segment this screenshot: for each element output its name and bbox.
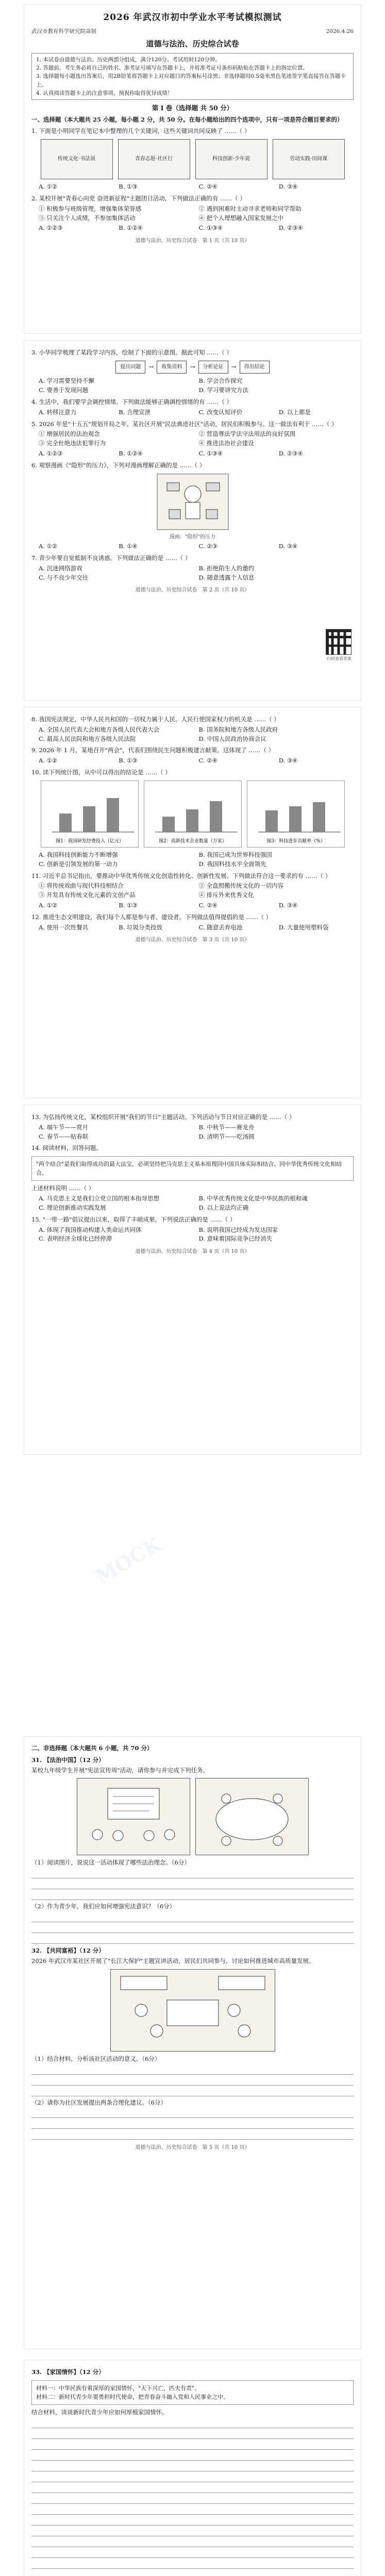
exam-title: 2026 年武汉市初中学业水平考试模拟测试 xyxy=(103,12,282,23)
option-a: A. 马克思主义是我们立党立国的根本指导思想 xyxy=(39,1195,160,1202)
option-d: D. 中国人民政治协商会议 xyxy=(198,735,266,742)
statements xyxy=(39,430,354,448)
exam-page-1 xyxy=(24,4,361,334)
meta-row xyxy=(31,27,354,36)
option-b: B. 垃圾分类投放 xyxy=(119,923,163,931)
option-c: C. 最高人民法院和地方各级人民法院 xyxy=(39,735,136,742)
statement: ② 全盘照搬传统文化的一切内容 xyxy=(198,882,284,890)
answer-area[interactable] xyxy=(31,2066,354,2096)
question-stem: 12. 推进生态文明建设，我们每个人都是参与者、建设者。下列做法值得提倡的是 ……（ ） xyxy=(31,913,272,921)
chart-1 xyxy=(41,781,139,848)
question-stem: 4. 生活中，我们要学会调控情绪。下列做法能够正确调控情绪的有 ……（ ） xyxy=(31,398,232,405)
qr-code-icon[interactable] xyxy=(326,629,351,655)
question-text: 某校九年级学生开展"宪法宣传周"活动，请你参与并完成下列任务。 xyxy=(31,1766,209,1774)
question-13 xyxy=(31,1113,354,1141)
option-a: A. ①② xyxy=(39,543,58,550)
option-b: B. 学会合作探究 xyxy=(198,377,243,385)
paper-title: 道德与法治、历史综合试卷 xyxy=(146,39,239,48)
part-title: 第 I 卷（选择题 共 50 分） xyxy=(152,104,233,112)
option-a: A. 使用一次性餐具 xyxy=(39,923,89,931)
bar xyxy=(210,801,222,832)
option-c: C. ①③④ xyxy=(198,450,223,457)
answer-area[interactable] xyxy=(31,2109,354,2140)
cartoon-caption: 漫画："隐形"的压力 xyxy=(169,534,216,540)
options xyxy=(39,756,354,766)
options xyxy=(39,1194,354,1213)
option-c: C. 随意丢弃电池 xyxy=(198,923,243,931)
option-a: A. ①②③ xyxy=(39,224,63,232)
option-d: D. 意味着国际竞争已经消失 xyxy=(198,1235,273,1243)
watermark: MOCK xyxy=(91,1532,165,1588)
option-d: D. 清明节——吃汤圆 xyxy=(198,1132,255,1140)
question-text: 2026 年武汉市某社区开展了"长江大保护"主题宣讲活动，居民们共同参与，讨论如何推进城市高质量发展。 xyxy=(31,1957,315,1964)
question-2 xyxy=(31,194,354,233)
material-box: "两个结合"是我们取得成功的最大法宝。必须坚持把马克思主义基本原理同中国具体实际相结合、同中华优秀传统文化相结合。 xyxy=(31,1156,354,1181)
question-stem: 11. 习近平总书记指出，要推动中华优秀传统文化创造性转化、创新性发展。下列做法符合这一要求的有 ……（ ） xyxy=(31,872,331,879)
question-15 xyxy=(31,1215,354,1244)
flow-diagram xyxy=(31,361,354,374)
question-31 xyxy=(31,1756,354,1944)
option-a: A. 学习需要坚持不懈 xyxy=(39,377,94,385)
option-b: B. 合理宣泄 xyxy=(119,408,151,416)
statement: ③ 只关注个人成绩，不参加集体活动 xyxy=(39,214,136,222)
chart-2 xyxy=(144,781,242,848)
option-d: D. 我国科技水平全面领先 xyxy=(198,860,266,868)
picture-3: 科技创新·少年说 xyxy=(195,139,267,179)
option-d: D. ③④ xyxy=(278,757,298,765)
options xyxy=(39,725,354,744)
option-b: B. 我国已成为世界科技强国 xyxy=(198,851,272,858)
flow-step: 得出结论 xyxy=(240,361,270,374)
option-c: C. 表明经济全球化已经停滞 xyxy=(39,1235,112,1243)
answer-area[interactable] xyxy=(31,1913,354,1944)
option-a: A. 体现了我国推动构建人类命运共同体 xyxy=(39,1226,142,1233)
question-3 xyxy=(31,348,354,395)
question-ask: （2）作为青少年，我们应如何增强宪法意识？（6分） xyxy=(31,1903,176,1910)
question-stem: 1. 下面是小明同学在笔记本中整理的几个关键词，这些关键词共同反映了 ……（ ） xyxy=(31,127,250,135)
statement: ② 遇到困难时主动寻求老师和同学帮助 xyxy=(198,205,302,212)
cartoon-image xyxy=(157,473,229,530)
option-b: B. 国务院和地方各级人民政府 xyxy=(198,725,278,733)
option-a: A. 转移注意力 xyxy=(39,408,77,416)
option-c: C. ②④ xyxy=(198,183,217,191)
exam-page-4 xyxy=(24,1105,361,1455)
options xyxy=(39,449,354,459)
statement: ① 积极参与班级管理，增强集体荣誉感 xyxy=(39,205,142,212)
question-ask: 结合材料，谈谈新时代青少年应如何厚植家国情怀。 xyxy=(31,2408,168,2416)
option-b: B. ①③ xyxy=(119,757,138,765)
question-4 xyxy=(31,398,354,417)
picture-2: 青春志愿·社区行 xyxy=(118,139,190,179)
option-b: B. ①③ xyxy=(119,901,138,909)
option-d: D. 以上说法均正确 xyxy=(198,1204,249,1211)
statement: ④ 排斥外来优秀文化 xyxy=(198,891,254,899)
bar xyxy=(289,806,302,832)
option-c: C. 要善于发现问题 xyxy=(39,386,89,394)
option-a: A. 全国人民代表大会和地方各级人民代表大会 xyxy=(39,725,160,733)
question-stem: 8. 我国宪法规定，中华人民共和国的一切权力属于人民。人民行使国家权力的机关是 ……（ ） xyxy=(31,716,280,723)
bar xyxy=(162,817,175,832)
bar xyxy=(186,809,198,832)
chart-title: 图1：我国研发经费投入（亿元） xyxy=(55,838,124,844)
notice-item: 3. 选择题每小题选出答案后，用2B铅笔将答题卡上对应题目的答案标号涂黑；非选择题用0.5毫米黑色笔迹签字笔直接答在答题卡上。 xyxy=(36,73,346,88)
material-line: 材料一：中华民族有着深厚的家国情怀，"天下兴亡，匹夫有责"。 xyxy=(36,2384,200,2392)
notice-item: 4. 认真阅读答题卡上的注意事项。预祝你取得优异成绩！ xyxy=(36,90,173,96)
option-c: C. 创新是引领发展的第一动力 xyxy=(39,860,118,868)
option-d: D. 随意透露个人信息 xyxy=(198,573,255,581)
question-stem: 13. 为弘扬传统文化，某校组织开展"我们的节日"主题活动。下列活动与节日对应正确的是 ……（ ） xyxy=(31,1113,295,1121)
statement: ④ 推进法治社会建设 xyxy=(198,439,254,447)
activity-picture xyxy=(195,1778,309,1855)
question-head: 32. 【共同富裕】（12 分） xyxy=(31,1947,105,1955)
option-a: A. 沉迷网络游戏 xyxy=(39,564,82,572)
option-d: D. ②③④ xyxy=(278,224,303,232)
question-8 xyxy=(31,715,354,743)
notice-box xyxy=(31,53,354,100)
cartoon-row xyxy=(31,473,354,530)
question-head: 31. 【法治中国】（12 分） xyxy=(31,1756,105,1764)
option-c: C. ②④ xyxy=(198,757,217,765)
option-d: D. 大量使用塑料袋 xyxy=(278,923,329,931)
options xyxy=(39,923,354,933)
options xyxy=(39,1226,354,1244)
activity-picture xyxy=(77,1778,190,1855)
bar xyxy=(83,806,95,832)
page-footer: 道德与法治、历史综合试卷 第 5 页（共 10 页） xyxy=(135,2145,250,2151)
option-b: B. ①②④ xyxy=(119,224,143,232)
flow-step: 分析论证 xyxy=(198,361,228,374)
answer-area[interactable] xyxy=(31,1870,354,1900)
exam-page-6 xyxy=(24,2360,361,2576)
question-head: 33. 【家国情怀】（12 分） xyxy=(31,2368,105,2376)
option-a: A. ①② xyxy=(39,183,58,191)
option-c: C. 与不良少年交往 xyxy=(39,573,89,581)
picture-row xyxy=(31,139,354,179)
option-b: B. 中秋节——赛龙舟 xyxy=(198,1123,255,1131)
question-7 xyxy=(31,554,354,582)
statement: ③ 开发具有传统文化元素的文创产品 xyxy=(39,891,136,899)
picture-4: 劳动实践·田间课 xyxy=(273,139,345,179)
question-ask: （1）结合材料，分析该社区活动的意义。（6分） xyxy=(31,2055,161,2062)
question-stem: 15. "一带一路"倡议提出以来，取得了丰硕成果。下列说法正确的是 ……（ ） xyxy=(31,1215,236,1223)
statement: ② 营造尊法学法守法用法的良好氛围 xyxy=(198,430,296,438)
question-32 xyxy=(31,1946,354,2140)
option-c: C. ②④ xyxy=(198,901,217,909)
bar xyxy=(265,810,278,832)
question-stem: 2. 某校开展"青春心向党 奋进新征程"主题团日活动，下列做法正确的有 ……（ ） xyxy=(31,195,246,202)
arrow-right-icon: → xyxy=(148,363,154,371)
option-a: A. ①②③ xyxy=(39,450,63,457)
question-10 xyxy=(31,768,354,869)
exam-page-3 xyxy=(24,707,361,1098)
option-d: D. ③④ xyxy=(278,543,298,550)
option-b: B. 中华优秀传统文化是中华民族的根和魂 xyxy=(198,1195,308,1202)
notice-item: 1. 本试卷由道德与法治、历史两部分组成，满分120分。考试用时120分钟。 xyxy=(36,56,221,63)
page-footer: 道德与法治、历史综合试卷 第 2 页（共 10 页） xyxy=(135,587,250,594)
options xyxy=(39,408,354,417)
chart-title: 图3：科技进步贡献率（%） xyxy=(266,838,325,844)
material-box xyxy=(31,2380,354,2405)
question-stem: 7. 青少年要自觉抵制不良诱惑。下列做法正确的是 ……（ ） xyxy=(31,554,191,562)
option-b: B. 说明我国已经成为发达国家 xyxy=(198,1226,278,1233)
exam-page-5 xyxy=(24,1736,361,2349)
bar xyxy=(313,802,325,832)
community-picture xyxy=(110,1969,275,2052)
option-c: C. ①③④ xyxy=(198,224,223,232)
meta-left: 武汉市教育科学研究院命制 xyxy=(31,28,96,35)
bar xyxy=(107,798,119,832)
picture-1: 传统文化·书法展 xyxy=(41,139,113,179)
option-c: C. 春节——贴春联 xyxy=(39,1132,89,1140)
material-line: 材料二：新时代青少年要勇担时代使命，把青春奋斗融入党和人民事业之中。 xyxy=(36,2393,229,2400)
question-stem: 6. 观察漫画《"隐形"的压力》，下列对漫画理解正确的是 ……（ ） xyxy=(31,461,206,469)
option-d: D. 以上都是 xyxy=(278,408,311,416)
chart-title: 图2：高新技术企业数量（万家） xyxy=(158,838,227,844)
question-1 xyxy=(31,127,354,192)
statement: ① 将传统戏曲与现代科技相结合 xyxy=(39,882,124,890)
option-c: C. 理论创新推动实践发展 xyxy=(39,1204,106,1211)
question-sub: 上述材料说明 ……（ ） xyxy=(31,1184,95,1192)
page-footer: 道德与法治、历史综合试卷 第 1 页（共 10 页） xyxy=(135,238,250,244)
option-a: A. 我国科技创新能力不断增强 xyxy=(39,851,118,858)
option-b: B. ①②④ xyxy=(119,450,143,457)
option-b: B. ①④ xyxy=(119,543,138,550)
question-stem: 9. 2026 年 1 月，某地召开"两会"，代表们围绕民生问题积极建言献策。这体现了 ……（ ） xyxy=(31,747,275,754)
meta-right: 2026.4.26 xyxy=(326,28,354,35)
options xyxy=(39,851,354,869)
question-stem: 3. 小华同学梳理了某段学习内容，绘制了下面的示意图。据此可知 ……（ ） xyxy=(31,349,232,356)
exam-page-2 xyxy=(24,340,361,701)
question-9 xyxy=(31,746,354,766)
arrow-right-icon: → xyxy=(231,363,237,371)
statements xyxy=(39,882,354,900)
option-b: B. ①③ xyxy=(119,183,138,191)
chart-3 xyxy=(247,781,345,848)
question-stem: 10. 读下列统计图，从中可以得出的结论是 ……（ ） xyxy=(31,769,171,776)
option-c: C. 改变认知评价 xyxy=(198,408,243,416)
picture-row xyxy=(31,1778,354,1855)
statement: ① 增强居民的法治观念 xyxy=(39,430,100,438)
option-a: A. 端午节——赏月 xyxy=(39,1123,89,1131)
chart-row xyxy=(31,781,354,848)
options xyxy=(39,542,354,551)
option-b: B. 拒绝陌生人的邀约 xyxy=(198,564,255,572)
statement: ③ 完全杜绝违法犯罪行为 xyxy=(39,439,106,447)
question-stem: 14. 阅读材料，回答问题。 xyxy=(31,1144,102,1152)
question-stem: 5. 2026 年是"十五五"规划开局之年。某社区开展"民法典进社区"活动，居民们积极参与。这一做法有利于 ……（ ） xyxy=(31,420,338,428)
option-d: D. ②③④ xyxy=(278,450,303,457)
options xyxy=(39,377,354,395)
question-6 xyxy=(31,461,354,551)
option-a: A. ①② xyxy=(39,901,58,909)
options xyxy=(39,1123,354,1142)
question-11 xyxy=(31,872,354,910)
option-c: C. ②③ xyxy=(198,543,217,550)
section-head: 二、非选择题（本大题共 6 小题，共 70 分） xyxy=(31,1744,153,1752)
picture-row xyxy=(31,1969,354,2052)
option-d: D. ③④ xyxy=(278,901,298,909)
answer-area[interactable] xyxy=(31,2419,354,2576)
flow-step: 收集资料 xyxy=(157,361,187,374)
page-footer: 道德与法治、历史综合试卷 第 4 页（共 10 页） xyxy=(135,1249,250,1255)
question-33 xyxy=(31,2368,354,2576)
options xyxy=(39,182,354,192)
question-5 xyxy=(31,420,354,459)
option-d: D. ③④ xyxy=(278,183,298,191)
bar xyxy=(59,814,72,832)
question-12 xyxy=(31,913,354,933)
option-a: A. ①② xyxy=(39,757,58,765)
options xyxy=(39,224,354,233)
section-head: 一、选择题（本大题共 25 小题，每小题 2 分，共 50 分。在每小题给出的四个选项中，只有一项是符合题目要求的） xyxy=(31,115,343,123)
qr-caption: 扫码查看答案 xyxy=(327,656,351,661)
notice-item: 2. 答题前，考生务必将自己的姓名、准考证号填写在答题卡上，并将准考证号条形码粘贴在答题卡上的指定位置。 xyxy=(36,65,308,72)
options xyxy=(39,564,354,583)
statements xyxy=(39,205,354,223)
options xyxy=(39,901,354,910)
option-d: D. 学习要讲究方法 xyxy=(198,386,249,394)
question-14 xyxy=(31,1144,354,1212)
question-ask: （1）阅读图片，说说这一活动体现了哪些法治理念。（6分） xyxy=(31,1859,190,1867)
page-footer: 道德与法治、历史综合试卷 第 3 页（共 10 页） xyxy=(135,937,250,943)
statement: ④ 把个人理想融入国家发展之中 xyxy=(198,214,284,222)
arrow-right-icon: → xyxy=(190,363,195,371)
question-ask: （2）请你为社区发展提出两条合理化建议。（6分） xyxy=(31,2098,166,2106)
flow-step: 提出问题 xyxy=(115,361,145,374)
